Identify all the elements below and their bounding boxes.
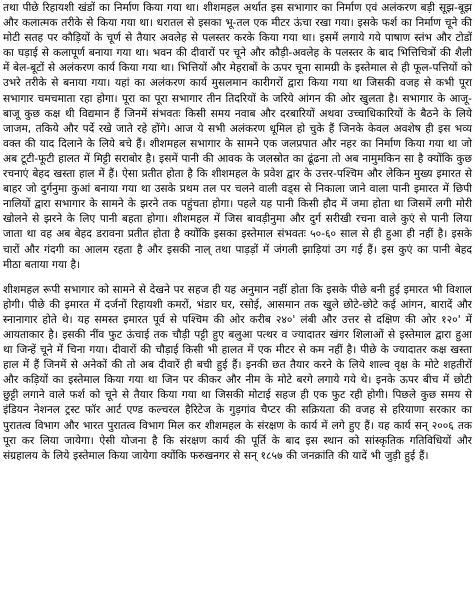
paragraph-sheeshmahal-hall: तथा पीछे रिहायशी खंडों का निर्माण किया गया था। शीशमहल अर्थात इस सभागार का निर्माण एवं अलंकरण बड़ी सूझ-बूझ और कलात्मक तरीके से किया गया था। धरातल से इसका भू-तल एक मीटर ऊंचा रखा गया। इसके फर्श का निर्माण चूने की मोटी सतह पर कौड़ियों के चूर्ण से तैयार अवलेह से पलस्तर करके किया गया था। इसमें लगाये गये पाषाण स्तंभ और टोडों का घड़ाई से कलापूर्ण बनाया गया था। भवन की दीवारों पर चूने और कौड़ी-अवलेह के पलस्तर के बाद भित्तिचित्रों की शैली में बेल-बूटों से अलंकरण कार्य किया गया था। भित्तियों और मेहराबों के ऊपर चूना सामग्री के इस्तेमाल से ही फूल-पत्तियों को उभरे तरीके से बनाया गया। यहां का अलंकरण कार्य मुसलमान कारीगरों द्वारा किया गया था जिसकी वजह से कभी पूरा सभागार चमचमाता रहा होगा। पूरा का पूरा सभागार तीन तिदरियों के जरिये आंगन की ओर खुलता है। सभागार के आजू-बाजू कुछ कक्ष थी विद्यमान हैं जिनमें संभवतः किसी समय नवाब और दरबारियों अथवा उच्चाधिकारियों के बैठने के लिये जाजम, तकिये और पर्दे रखे जाते रहे होंगे। आज ये सभी अलंकरण धूमिल हो चुके हैं जिनके केवल अवशेष ही इस भव्य वक्त की याद दिलाने के लिये बचे हैं। शीशमहल सभागार के सामने एक जलप्रपात और नहर का निर्माण किया गया था जो अब टूटी-फूटी हालत में मिट्टी सराबोर है। इसमें पानी की आवक के जलस्रोत का ढूंढना तो अब नामुमकिन सा है क्योंकि कुछ रचनाएं बेहद खस्ता हाल में हैं। ऐसा प्रतीत होता है कि शीशमहल के प्रवेश द्वार के उत्तर-पश्चिम और लेकिन मुख्य इमारत से बाहर जो दुर्गनुमा कुआं बनाया गया था उसके प्रथम तल पर चलने वाली वड्स से निकाला जाने वाला पानी इमारत में छिपी नालियों द्वारा सभागार के सामने के झरने तक पहुंचता होगा। पहले यह पानी किसी हौद में जमा होता था जिसमें लगी मोरी खोलने से झरने के लिए पानी बहता होगा। शीशमहल में जिस बावड़ीनुमा और दुर्ग सरीखी रचना वाले कुएं से पानी लिया जाता था वह अब बेहद डरावना प्रतीत होता है क्योंकि इसका इस्तेमाल संभवतः ५०-६० साल से ही हुआ ही नहीं है। इसके चारों और गंदगी का आलम रहता है और इसकी नाल् तथा पाड़ड़ों में जंगली झाड़ियां उग गई हैं। इस कुएं का पानी बेहद मीठा बताया गया है। [3,2,472,271]
paragraph-rear-building: शीशमहल रूपी सभागार को सामने से देखने पर सहज ही यह अनुमान नहीं होता कि इसके पीछे बनी हुई इमारत भी विशाल होगी। पीछे की इमारत में दर्जनों रिहायशी कमरों, भंडार घर, रसोई, आसमान तक खुले छोटे-छोटे कई आंगन, बारादें और स्नानागार होते थे। यह समस्त इमारत पूर्व से पश्चिम की ओर करीब २४०' लंबी और उत्तर से दक्षिण की ओर १२०' में आयताकार है। इसकी नींव फुट ऊंचाई तक चौड़ी पट्टी हुए बलुआ पत्थर व ज्यादातर खंगर शिलाओं से इस्तेमाल द्वारा हुआ था जिन्हें चूने में चिना गया। दीवारों की चौड़ाई किसी भी हालत में एक मीटर से कम नहीं है। पीछे के ज्यादातर कक्ष खस्ता हाल में हैं जिनमें से अनेकों की तो अब दीवारें ही बची हुई हैं। इनकी छत तैयार करने के लिये शाल्व वृक्ष के मोटे शहतीरों और कड़ियों का इस्तेमाल किया गया था जिन पर कीकर और नीम के मोटे बरगे लगाये गये थे। इनके ऊपर बीच में छोटी छुट्टी लगाने वाले फर्श को चूने से तैयार किया गया था जिसकी मोटाई सहज ही एक फुट रही होगी। पिछले कुछ समय से इंडियन नेशनल ट्रस्ट फॉर आर्ट एण्ड कल्चरल हैरिटेज के गुड़गांव चैप्टर की सक्रियता की वजह से हरियाणा सरकार का पुरातत्व विभाग और भारत पुरातत्व विभाग मिल कर शीशमहल के संरक्षण के कार्य में लगे हुए हैं। यह कार्य सन् २००६ तक पूरा कर लिया जायेगा। ऐसी योजना है कि संरक्षण कार्य की पूर्ति के बाद इस स्थान को सांस्कृतिक गतिविधियों और संग्रहालय के लिये इस्तेमाल किया जायेगा क्योंकि फरुखनगर से सन् १८५७ की जनक्रांति की यादें भी जुड़ी हुई हैं। [3,283,472,462]
